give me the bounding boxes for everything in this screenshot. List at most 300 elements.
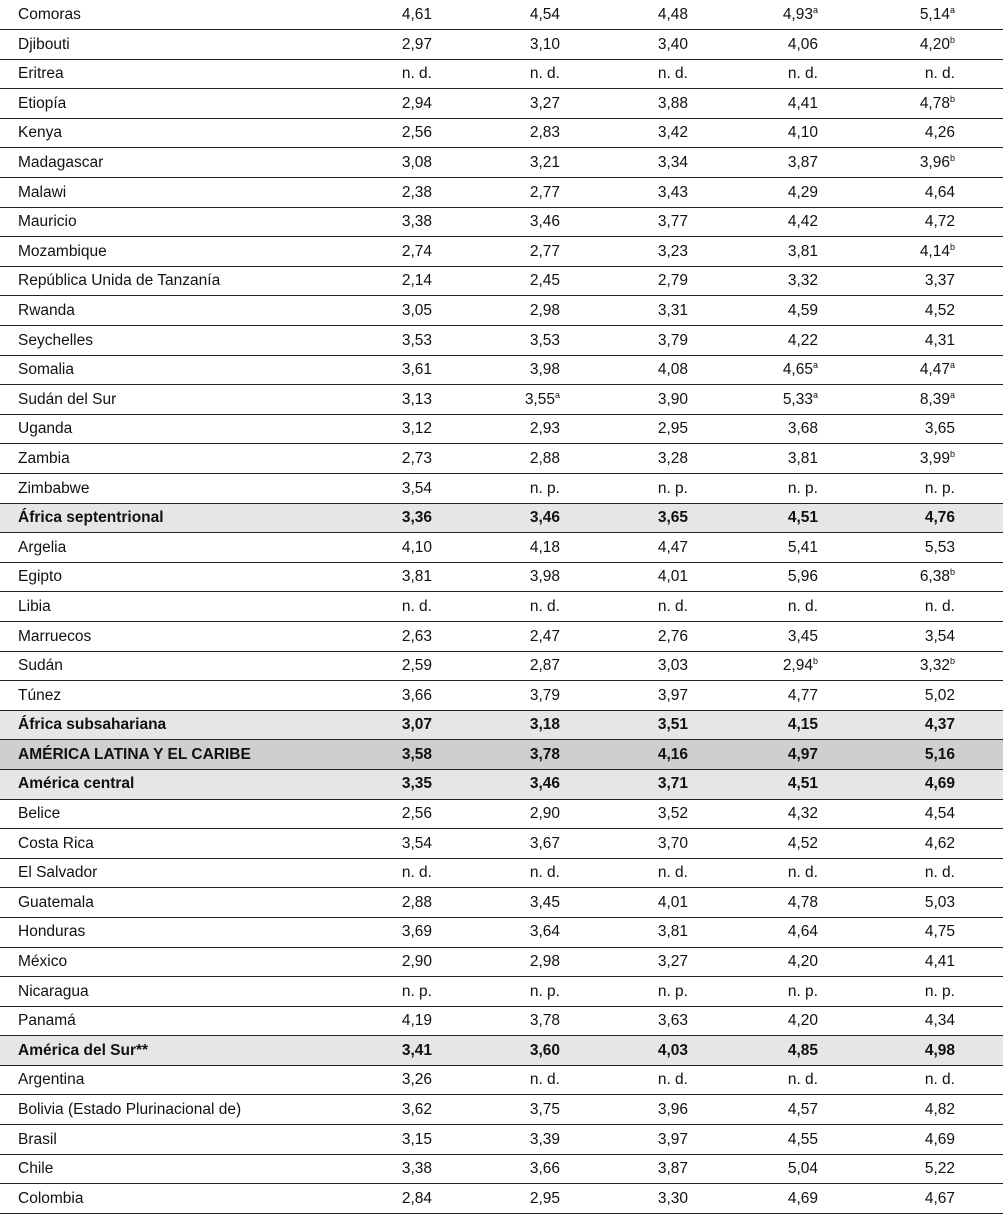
value-text: 4,32 <box>787 805 818 823</box>
value-text: n. d. <box>529 864 560 882</box>
value-cell <box>608 977 736 1007</box>
value-cell <box>355 414 480 444</box>
value-text: 3,28 <box>657 449 688 467</box>
value-text: n. d. <box>924 1071 955 1089</box>
value-cell <box>736 947 866 977</box>
value-text: 3,53 <box>401 331 432 349</box>
value-text: n. d. <box>787 597 818 615</box>
value-cell <box>736 533 866 563</box>
value-cell <box>355 326 480 356</box>
value-cell <box>866 769 1003 799</box>
value-text: 4,51 <box>787 509 818 527</box>
value-cell <box>736 1006 866 1036</box>
value-cell <box>355 977 480 1007</box>
value-cell <box>480 562 608 592</box>
value-cell <box>736 888 866 918</box>
table-row <box>0 533 1003 563</box>
value-cell <box>866 0 1003 30</box>
value-text: 3,96 <box>657 1101 688 1119</box>
value-cell <box>866 1065 1003 1095</box>
value-cell <box>866 592 1003 622</box>
value-cell <box>480 30 608 60</box>
value-cell <box>736 0 866 30</box>
value-text: 3,54 <box>401 834 432 852</box>
value-text: 3,81 <box>787 449 818 467</box>
row-label: Seychelles <box>0 326 355 356</box>
value-text: 2,38 <box>401 183 432 201</box>
row-label: Argentina <box>0 1065 355 1095</box>
value-cell <box>608 207 736 237</box>
value-text: 3,31 <box>657 301 688 319</box>
value-text: 3,30 <box>657 1189 688 1207</box>
value-text: 4,29 <box>787 183 818 201</box>
value-text: 3,46 <box>529 775 560 793</box>
value-cell <box>480 621 608 651</box>
value-text: 3,78 <box>529 745 560 763</box>
value-cell <box>355 917 480 947</box>
value-cell <box>736 266 866 296</box>
value-text: 3,32 <box>919 657 950 675</box>
value-text: 3,52 <box>657 805 688 823</box>
value-cell <box>480 710 608 740</box>
value-text: 3,45 <box>529 893 560 911</box>
value-text: n. p. <box>657 479 688 497</box>
value-cell <box>480 1095 608 1125</box>
value-text: 3,34 <box>657 154 688 172</box>
value-cell <box>866 296 1003 326</box>
row-label: Etiopía <box>0 89 355 119</box>
row-label: África subsahariana <box>0 710 355 740</box>
table-row <box>0 178 1003 208</box>
value-text: 4,97 <box>787 745 818 763</box>
value-cell <box>355 1006 480 1036</box>
value-cell <box>736 414 866 444</box>
value-cell <box>866 1006 1003 1036</box>
value-cell <box>736 1184 866 1214</box>
value-cell <box>608 355 736 385</box>
value-text: 3,18 <box>529 716 560 734</box>
value-text: 4,22 <box>787 331 818 349</box>
value-cell <box>866 148 1003 178</box>
value-cell <box>355 1065 480 1095</box>
value-cell <box>355 444 480 474</box>
value-text: 4,93 <box>782 5 813 23</box>
value-cell <box>355 385 480 415</box>
value-text: n. d. <box>924 864 955 882</box>
value-cell <box>736 592 866 622</box>
value-text: 4,42 <box>787 213 818 231</box>
value-text: 3,81 <box>401 568 432 586</box>
row-label: Kenya <box>0 118 355 148</box>
table-row <box>0 118 1003 148</box>
value-cell <box>355 740 480 770</box>
value-cell <box>608 1154 736 1184</box>
value-cell <box>480 444 608 474</box>
value-text: 3,77 <box>657 213 688 231</box>
value-cell <box>480 592 608 622</box>
value-cell <box>866 888 1003 918</box>
table-row <box>0 858 1003 888</box>
value-text: 5,03 <box>924 893 955 911</box>
value-text: 3,12 <box>401 420 432 438</box>
value-text: n. d. <box>401 65 432 83</box>
value-cell <box>736 621 866 651</box>
value-cell <box>608 1006 736 1036</box>
row-label: Malawi <box>0 178 355 208</box>
value-cell <box>355 888 480 918</box>
row-label: Madagascar <box>0 148 355 178</box>
value-text: 8,39 <box>919 390 950 408</box>
value-text: 4,14 <box>919 242 950 260</box>
value-text: 4,37 <box>924 716 955 734</box>
value-cell <box>736 118 866 148</box>
value-text: n. p. <box>401 982 432 1000</box>
value-cell <box>866 1184 1003 1214</box>
value-text: 2,76 <box>657 627 688 645</box>
value-text: 4,54 <box>924 805 955 823</box>
value-cell <box>736 503 866 533</box>
value-text: 4,59 <box>787 301 818 319</box>
value-cell <box>866 977 1003 1007</box>
value-text: 4,78 <box>919 94 950 112</box>
footnote-mark: b <box>949 93 955 104</box>
value-text: n. d. <box>924 65 955 83</box>
value-text: 3,45 <box>787 627 818 645</box>
value-text: 4,41 <box>924 953 955 971</box>
value-cell <box>866 1154 1003 1184</box>
value-cell <box>866 355 1003 385</box>
value-text: n. d. <box>657 597 688 615</box>
value-text: 3,07 <box>401 716 432 734</box>
value-text: n. p. <box>529 479 560 497</box>
value-text: 4,48 <box>657 5 688 23</box>
value-text: 3,66 <box>529 1160 560 1178</box>
row-label: Zimbabwe <box>0 474 355 504</box>
footnote-mark: a <box>949 389 955 400</box>
value-text: 4,76 <box>924 509 955 527</box>
value-text: 3,96 <box>919 154 950 172</box>
value-text: n. d. <box>924 597 955 615</box>
value-text: 3,38 <box>401 213 432 231</box>
value-text: 4,54 <box>529 5 560 23</box>
value-cell <box>480 533 608 563</box>
value-text: 5,02 <box>924 686 955 704</box>
value-cell <box>608 621 736 651</box>
row-label: Uganda <box>0 414 355 444</box>
value-text: 4,06 <box>787 35 818 53</box>
value-text: 2,84 <box>401 1189 432 1207</box>
value-text: n. p. <box>787 479 818 497</box>
value-cell <box>866 266 1003 296</box>
footnote-mark: b <box>949 34 955 45</box>
value-text: 2,14 <box>401 272 432 290</box>
table-row <box>0 947 1003 977</box>
table-row <box>0 89 1003 119</box>
value-text: n. p. <box>924 982 955 1000</box>
value-cell <box>355 621 480 651</box>
value-text: 3,99 <box>919 449 950 467</box>
value-text: 3,23 <box>657 242 688 260</box>
value-text: 4,15 <box>787 716 818 734</box>
value-text: 4,65 <box>782 361 813 379</box>
row-label: Costa Rica <box>0 829 355 859</box>
value-text: 2,56 <box>401 805 432 823</box>
value-cell <box>608 799 736 829</box>
value-cell <box>608 89 736 119</box>
value-cell <box>355 296 480 326</box>
value-text: n. p. <box>529 982 560 1000</box>
value-text: 3,79 <box>529 686 560 704</box>
value-text: 2,98 <box>529 953 560 971</box>
row-label: El Salvador <box>0 858 355 888</box>
value-cell <box>355 355 480 385</box>
value-text: 3,60 <box>529 1041 560 1059</box>
value-cell <box>480 178 608 208</box>
row-label: Chile <box>0 1154 355 1184</box>
value-cell <box>480 888 608 918</box>
value-cell <box>608 30 736 60</box>
table-row <box>0 1065 1003 1095</box>
value-text: 3,55 <box>524 390 555 408</box>
value-cell <box>480 89 608 119</box>
value-cell <box>866 651 1003 681</box>
table-row <box>0 148 1003 178</box>
row-label: Sudán del Sur <box>0 385 355 415</box>
value-text: 3,10 <box>529 35 560 53</box>
value-text: 4,19 <box>401 1012 432 1030</box>
value-cell <box>608 829 736 859</box>
value-cell <box>608 59 736 89</box>
value-text: 3,71 <box>657 775 688 793</box>
table-row <box>0 237 1003 267</box>
value-cell <box>736 1095 866 1125</box>
value-cell <box>355 829 480 859</box>
value-cell <box>355 178 480 208</box>
value-text: 4,10 <box>401 538 432 556</box>
value-text: 3,15 <box>401 1130 432 1148</box>
value-text: 3,63 <box>657 1012 688 1030</box>
value-text: 4,69 <box>924 1130 955 1148</box>
value-cell <box>355 947 480 977</box>
value-text: 2,90 <box>401 953 432 971</box>
value-cell <box>608 1036 736 1066</box>
footnote-mark: b <box>949 153 955 164</box>
value-text: 4,69 <box>787 1189 818 1207</box>
value-cell <box>608 769 736 799</box>
value-text: 3,54 <box>924 627 955 645</box>
row-label: Túnez <box>0 681 355 711</box>
value-cell <box>866 1125 1003 1155</box>
value-cell <box>608 0 736 30</box>
value-text: n. d. <box>787 65 818 83</box>
value-text: 4,26 <box>924 124 955 142</box>
value-text: 3,81 <box>787 242 818 260</box>
table-row <box>0 474 1003 504</box>
value-text: 3,87 <box>657 1160 688 1178</box>
value-text: 4,64 <box>924 183 955 201</box>
value-text: 3,32 <box>787 272 818 290</box>
value-text: 3,42 <box>657 124 688 142</box>
value-cell <box>480 1006 608 1036</box>
value-text: 3,64 <box>529 923 560 941</box>
value-cell <box>608 444 736 474</box>
value-cell <box>355 651 480 681</box>
row-label: Belice <box>0 799 355 829</box>
row-label: Comoras <box>0 0 355 30</box>
value-text: n. d. <box>657 1071 688 1089</box>
row-label: Libia <box>0 592 355 622</box>
value-cell <box>480 296 608 326</box>
table-row <box>0 888 1003 918</box>
value-text: 3,70 <box>657 834 688 852</box>
footnote-mark: b <box>949 656 955 667</box>
value-text: 4,78 <box>787 893 818 911</box>
value-text: 4,67 <box>924 1189 955 1207</box>
value-cell <box>480 503 608 533</box>
value-cell <box>866 444 1003 474</box>
value-text: 3,38 <box>401 1160 432 1178</box>
value-cell <box>480 1184 608 1214</box>
value-text: n. p. <box>787 982 818 1000</box>
footnote-mark: a <box>812 360 818 371</box>
value-cell <box>608 148 736 178</box>
value-cell <box>480 326 608 356</box>
value-text: 3,65 <box>657 509 688 527</box>
value-text: 4,82 <box>924 1101 955 1119</box>
value-cell <box>355 710 480 740</box>
value-cell <box>608 296 736 326</box>
value-cell <box>866 829 1003 859</box>
value-cell <box>355 30 480 60</box>
value-text: 2,88 <box>401 893 432 911</box>
subregion-row <box>0 1036 1003 1066</box>
value-cell <box>866 799 1003 829</box>
value-text: 3,35 <box>401 775 432 793</box>
footnote-mark: b <box>949 567 955 578</box>
value-cell <box>480 385 608 415</box>
table-row <box>0 326 1003 356</box>
value-text: 2,93 <box>529 420 560 438</box>
table-row <box>0 799 1003 829</box>
value-text: 4,64 <box>787 923 818 941</box>
value-cell <box>736 710 866 740</box>
value-cell <box>608 947 736 977</box>
value-text: 3,41 <box>401 1041 432 1059</box>
value-text: 6,38 <box>919 568 950 586</box>
value-text: n. d. <box>787 864 818 882</box>
value-text: 3,13 <box>401 390 432 408</box>
table-row <box>0 681 1003 711</box>
value-text: 2,77 <box>529 183 560 201</box>
row-label: República Unida de Tanzanía <box>0 266 355 296</box>
value-cell <box>866 917 1003 947</box>
table-row <box>0 977 1003 1007</box>
value-cell <box>608 503 736 533</box>
row-label: Brasil <box>0 1125 355 1155</box>
value-text: 4,34 <box>924 1012 955 1030</box>
value-cell <box>736 562 866 592</box>
row-label: Mauricio <box>0 207 355 237</box>
footnote-mark: a <box>554 389 560 400</box>
value-cell <box>736 740 866 770</box>
value-cell <box>736 385 866 415</box>
value-text: 4,47 <box>919 361 950 379</box>
value-cell <box>736 917 866 947</box>
row-label: América del Sur** <box>0 1036 355 1066</box>
value-cell <box>608 1184 736 1214</box>
value-text: 4,61 <box>401 5 432 23</box>
value-cell <box>866 533 1003 563</box>
footnote-mark: a <box>812 4 818 15</box>
value-text: 2,83 <box>529 124 560 142</box>
value-cell <box>480 0 608 30</box>
value-cell <box>736 89 866 119</box>
value-text: 4,20 <box>919 35 950 53</box>
value-cell <box>866 326 1003 356</box>
value-cell <box>608 414 736 444</box>
value-cell <box>736 769 866 799</box>
value-cell <box>355 799 480 829</box>
value-text: 2,94 <box>782 657 813 675</box>
value-text: 4,41 <box>787 94 818 112</box>
value-cell <box>480 829 608 859</box>
table-row <box>0 207 1003 237</box>
value-cell <box>608 592 736 622</box>
value-cell <box>736 296 866 326</box>
value-cell <box>866 385 1003 415</box>
value-text: 2,45 <box>529 272 560 290</box>
value-text: 2,77 <box>529 242 560 260</box>
row-label: Rwanda <box>0 296 355 326</box>
table-row <box>0 296 1003 326</box>
value-text: 4,72 <box>924 213 955 231</box>
value-text: 4,01 <box>657 893 688 911</box>
table-row <box>0 592 1003 622</box>
value-text: n. d. <box>529 65 560 83</box>
table-row <box>0 414 1003 444</box>
value-text: 3,97 <box>657 686 688 704</box>
value-cell <box>608 888 736 918</box>
value-text: 5,41 <box>787 538 818 556</box>
value-text: 4,20 <box>787 1012 818 1030</box>
value-cell <box>736 858 866 888</box>
value-text: 3,81 <box>657 923 688 941</box>
row-label: Eritrea <box>0 59 355 89</box>
value-cell <box>736 1036 866 1066</box>
value-cell <box>480 799 608 829</box>
value-text: 3,61 <box>401 361 432 379</box>
value-cell <box>355 59 480 89</box>
value-text: 3,88 <box>657 94 688 112</box>
value-text: 2,88 <box>529 449 560 467</box>
value-cell <box>608 562 736 592</box>
value-cell <box>736 1065 866 1095</box>
value-cell <box>608 1125 736 1155</box>
value-text: 2,97 <box>401 35 432 53</box>
value-cell <box>736 651 866 681</box>
value-cell <box>355 1036 480 1066</box>
value-cell <box>608 681 736 711</box>
value-text: 3,46 <box>529 509 560 527</box>
value-text: 4,16 <box>657 745 688 763</box>
value-text: 4,31 <box>924 331 955 349</box>
value-cell <box>608 474 736 504</box>
value-cell <box>480 681 608 711</box>
value-text: 3,98 <box>529 568 560 586</box>
value-text: 4,18 <box>529 538 560 556</box>
value-text: 3,36 <box>401 509 432 527</box>
value-cell <box>608 740 736 770</box>
